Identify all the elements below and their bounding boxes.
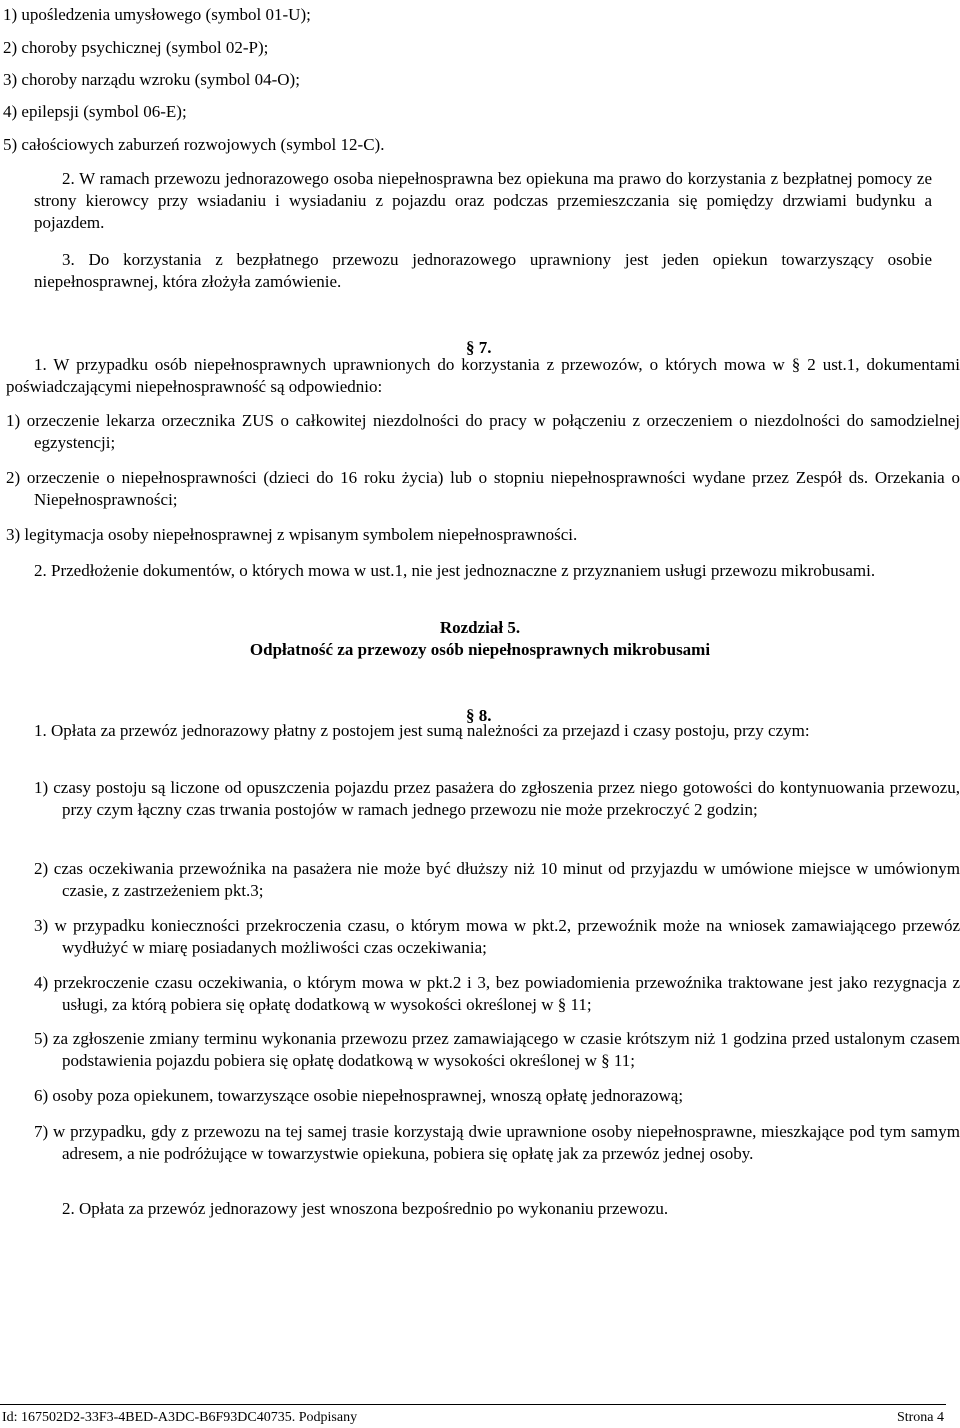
footer-page-number: Strona 4 [896,1410,944,1425]
list-item: 4) epilepsji (symbol 06-E); [3,102,187,121]
section-8-item: 6) osoby poza opiekunem, towarzyszące osobie niepełnosprawnej, wnoszą opłatę jednorazową; [34,1086,684,1105]
footer-divider [0,1404,946,1405]
paragraph-2: 2. W ramach przewozu jednorazowego osoba niepełnosprawna bez opiekuna ma prawo do korzystania z bezpłatnej pomocy ze strony kierowcy przy wsiadaniu i wysiadaniu z pojazdu oraz podczas przemieszczania się pomiędzy drzwiami budynku a pojazdem. [34,169,932,232]
list-item: 1) upośledzenia umysłowego (symbol 01-U); [3,5,311,24]
paragraph-3: 3. Do korzystania z bezpłatnego przewozu jednorazowego uprawniony jest jeden opiekun towarzyszący osobie niepełnosprawnej, która złożyła zamówienie. [34,250,932,291]
section-8-item: 7) w przypadku, gdy z przewozu na tej samej trasie korzystają dwie uprawnione osoby niepełnosprawne, mieszkające pod tym samym adresem, a nie podróżujące w towarzystwie opiekuna, pobiera się opłatę jak za przewóz jednej osoby. [34,1122,960,1163]
section-8-item: 5) za zgłoszenie zmiany terminu wykonania przewozu przez zamawiającego w czasie krótszym niż 1 godzina przed ustalonym czasem podstawienia pojazdu pobiera się opłatę dodatkową w wysokości określonej w § 11; [34,1029,960,1070]
list-item: 2) choroby psychicznej (symbol 02-P); [3,38,269,57]
section-8-item: 4) przekroczenie czasu oczekiwania, o którym mowa w pkt.2 i 3, bez powiadomienia przewoźnika traktowane jest jako rezygnacja z usługi, za którą pobiera się opłatę dodatkową w wysokości określonej w § 11; [34,973,960,1014]
chapter-number: Rozdział 5. [439,618,521,637]
list-item: 3) choroby narządu wzroku (symbol 04-O); [3,70,300,89]
section-7-item: 2) orzeczenie o niepełnosprawności (dzieci do 16 roku życia) lub o stopniu niepełnosprawności wydane przez Zespół ds. Orzekania o Niepełnosprawności; [6,468,960,509]
section-7-paragraph-1: 1. W przypadku osób niepełnosprawnych uprawnionych do korzystania z przewozów, o których mowa w § 2 ust.1, dokumentami poświadczającymi niepełnosprawność są odpowiednio: [6,355,960,396]
list-item: 5) całościowych zaburzeń rozwojowych (symbol 12-C). [3,135,385,154]
footer-document-id: Id: 167502D2-33F3-4BED-A3DC-B6F93DC40735. Podpisany [2,1410,358,1425]
section-8-heading: § 8. [466,706,492,725]
chapter-title: Odpłatność za przewozy osób niepełnosprawnych mikrobusami [249,640,711,659]
section-7-heading: § 7. [466,338,492,357]
section-7-paragraph-2: 2. Przedłożenie dokumentów, o których mowa w ust.1, nie jest jednoznaczne z przyznaniem usługi przewozu mikrobusami. [34,561,876,580]
section-8-paragraph-2: 2. Opłata za przewóz jednorazowy jest wnoszona bezpośrednio po wykonaniu przewozu. [62,1199,669,1218]
section-7-item: 1) orzeczenie lekarza orzecznika ZUS o całkowitej niezdolności do pracy w połączeniu z orzeczeniem o niezdolności do samodzielnej egzystencji; [6,411,960,452]
section-8-item: 2) czas oczekiwania przewoźnika na pasażera nie może być dłuższy niż 10 minut od przyjazdu w umówione miejsce w umówionym czasie, z zastrzeżeniem pkt.3; [34,859,960,900]
section-8-item: 1) czasy postoju są liczone od opuszczenia pojazdu przez pasażera do zgłoszenia przez niego gotowości do kontynuowania przewozu, przy czym łączny czas trwania postojów w ramach jednego przewozu nie może przekroczyć 2 godzin; [34,778,960,819]
section-8-item: 3) w przypadku konieczności przekroczenia czasu, o którym mowa w pkt.2, przewoźnik może na wniosek zamawiającego przewóz wydłużyć w miarę posiadanych możliwości czas oczekiwania; [34,916,960,957]
section-7-item: 3) legitymacja osoby niepełnosprawnej z wpisanym symbolem niepełnosprawności. [6,525,578,544]
section-8-paragraph-1: 1. Opłata za przewóz jednorazowy płatny z postojem jest sumą należności za przejazd i czasy postoju, przy czym: [34,721,810,740]
